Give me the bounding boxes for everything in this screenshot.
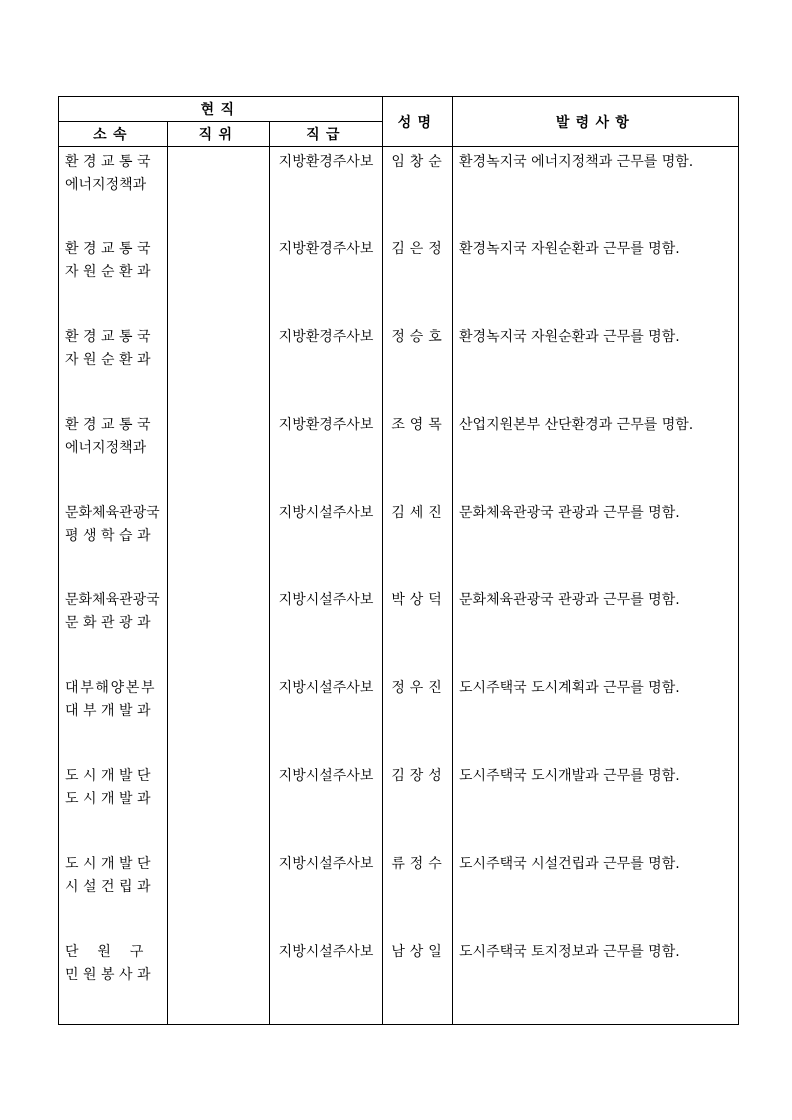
table-row (59, 322, 739, 410)
name-cell: 남상일 (383, 937, 453, 1025)
grade-cell: 지방시설주사보 (270, 673, 383, 761)
order-cell: 환경녹지국 자원순환과 근무를 명함. (453, 234, 739, 322)
department-cell (59, 673, 168, 761)
header-order: 발령사항 (453, 97, 739, 147)
header-current-position: 현직 (59, 97, 383, 122)
name-cell: 김세진 (383, 498, 453, 586)
table-row (59, 761, 739, 849)
department-cell (59, 761, 168, 849)
order-cell: 도시주택국 도시계획과 근무를 명함. (453, 673, 739, 761)
department-cell (59, 234, 168, 322)
name-cell: 류정수 (383, 849, 453, 937)
table-row (59, 673, 739, 761)
department-cell (59, 585, 168, 673)
table-row (59, 585, 739, 673)
department-line-2: 시설건립과 (65, 878, 156, 895)
grade-cell: 지방시설주사보 (270, 498, 383, 586)
table-row (59, 410, 739, 498)
grade-cell: 지방시설주사보 (270, 937, 383, 1025)
department-line-2: 평생학습과 (65, 527, 156, 544)
department-line-1: 환경교통국 (65, 329, 156, 346)
department-cell (59, 322, 168, 410)
grade-cell: 지방시설주사보 (270, 849, 383, 937)
position-cell (168, 322, 270, 410)
grade-cell: 지방환경주사보 (270, 410, 383, 498)
grade-cell: 지방환경주사보 (270, 147, 383, 235)
position-cell (168, 673, 270, 761)
department-line-1: 문화체육관광국 (65, 592, 160, 609)
grade-cell: 지방환경주사보 (270, 234, 383, 322)
department-cell (59, 849, 168, 937)
order-cell: 문화체육관광국 관광과 근무를 명함. (453, 498, 739, 586)
name-cell: 조영목 (383, 410, 453, 498)
department-cell (59, 498, 168, 586)
position-cell (168, 147, 270, 235)
department-line-2: 문화관광과 (65, 615, 156, 632)
order-cell: 환경녹지국 에너지정책과 근무를 명함. (453, 147, 739, 235)
department-line-1: 문화체육관광국 (65, 504, 160, 521)
grade-cell: 지방환경주사보 (270, 322, 383, 410)
department-line-1: 대부해양본부 (65, 680, 157, 697)
header-department: 소속 (59, 122, 168, 147)
department-cell (59, 410, 168, 498)
name-cell: 박상덕 (383, 585, 453, 673)
position-cell (168, 410, 270, 498)
table-row (59, 234, 739, 322)
header-grade: 직급 (270, 122, 383, 147)
order-cell: 산업지원본부 산단환경과 근무를 명함. (453, 410, 739, 498)
order-cell: 환경녹지국 자원순환과 근무를 명함. (453, 322, 739, 410)
department-line-2: 도시개발과 (65, 791, 156, 808)
position-cell (168, 498, 270, 586)
position-cell (168, 849, 270, 937)
order-cell: 도시주택국 도시개발과 근무를 명함. (453, 761, 739, 849)
department-line-2: 에너지정책과 (65, 439, 147, 456)
header-position: 직위 (168, 122, 270, 147)
grade-cell: 지방시설주사보 (270, 585, 383, 673)
order-cell: 도시주택국 시설건립과 근무를 명함. (453, 849, 739, 937)
department-line-1: 도시개발단 (65, 855, 156, 872)
department-line-1: 환경교통국 (65, 241, 156, 258)
table-row (59, 498, 739, 586)
personnel-order-table (58, 96, 739, 1025)
name-cell: 김장성 (383, 761, 453, 849)
position-cell (168, 234, 270, 322)
department-cell (59, 937, 168, 1025)
name-cell: 임창순 (383, 147, 453, 235)
department-line-2: 에너지정책과 (65, 177, 147, 193)
grade-cell: 지방시설주사보 (270, 761, 383, 849)
department-line-2: 민원봉사과 (65, 966, 156, 983)
position-cell (168, 937, 270, 1025)
table-row (59, 849, 739, 937)
table-row (59, 937, 739, 1025)
position-cell (168, 761, 270, 849)
department-line-1: 도시개발단 (65, 768, 156, 785)
order-cell: 문화체육관광국 관광과 근무를 명함. (453, 585, 739, 673)
position-cell (168, 585, 270, 673)
order-cell: 도시주택국 토지정보과 근무를 명함. (453, 937, 739, 1025)
department-line-1: 단원구 (65, 943, 163, 960)
department-cell (59, 147, 168, 235)
name-cell: 정우진 (383, 673, 453, 761)
name-cell: 김은정 (383, 234, 453, 322)
department-line-1: 환경교통국 (65, 154, 156, 170)
department-line-2: 대부개발과 (65, 703, 156, 720)
header-name: 성명 (383, 97, 453, 147)
department-line-1: 환경교통국 (65, 416, 156, 433)
name-cell: 정승호 (383, 322, 453, 410)
department-line-2: 자원순환과 (65, 264, 156, 281)
department-line-2: 자원순환과 (65, 352, 156, 369)
table-row (59, 147, 739, 235)
